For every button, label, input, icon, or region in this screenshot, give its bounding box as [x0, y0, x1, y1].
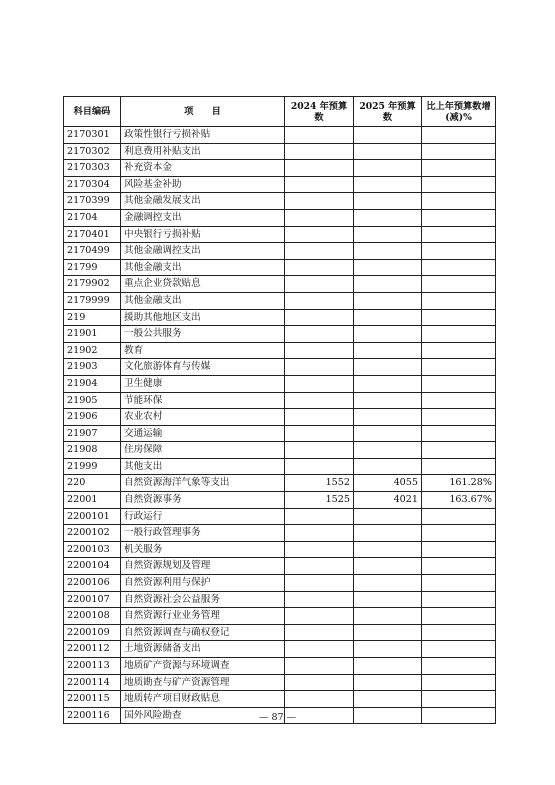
header-2024-budget: 2024 年预算数 [285, 97, 354, 127]
row-code: 21901 [64, 326, 121, 343]
row-code: 2200115 [64, 691, 121, 708]
row-change-percent [422, 409, 496, 426]
row-code: 21999 [64, 458, 121, 475]
row-code: 2200108 [64, 608, 121, 625]
table-row [64, 375, 496, 392]
row-item-name: 自然资源规划及管理 [121, 558, 285, 575]
row-change-percent [422, 658, 496, 675]
table-row [64, 342, 496, 359]
table-row [64, 243, 496, 260]
row-code: 21903 [64, 359, 121, 376]
row-2024-budget: 1552 [285, 475, 354, 492]
row-change-percent [422, 176, 496, 193]
row-item-name: 地质转产项目财政贴息 [121, 691, 285, 708]
row-code: 21704 [64, 209, 121, 226]
row-2025-budget [354, 525, 422, 542]
row-2025-budget [354, 458, 422, 475]
row-code: 21905 [64, 392, 121, 409]
table-row [64, 492, 496, 509]
row-change-percent [422, 243, 496, 260]
row-2025-budget [354, 209, 422, 226]
row-change-percent [422, 226, 496, 243]
row-code: 2200101 [64, 508, 121, 525]
header-change-percent: 比上年预算数增 (减)% [422, 97, 496, 127]
row-2024-budget [285, 160, 354, 177]
table-row [64, 525, 496, 542]
row-2025-budget [354, 691, 422, 708]
row-item-name: 机关服务 [121, 541, 285, 558]
table-row [64, 475, 496, 492]
row-code: 21907 [64, 425, 121, 442]
row-2025-budget [354, 674, 422, 691]
table-row [64, 143, 496, 160]
table-row [64, 326, 496, 343]
table-row [64, 575, 496, 592]
row-2025-budget [354, 558, 422, 575]
row-item-name: 一般行政管理事务 [121, 525, 285, 542]
row-change-percent [422, 641, 496, 658]
row-2025-budget [354, 392, 422, 409]
row-code: 2170301 [64, 127, 121, 144]
row-code: 2170304 [64, 176, 121, 193]
row-2024-budget [285, 425, 354, 442]
table-row [64, 442, 496, 459]
row-2025-budget: 4055 [354, 475, 422, 492]
row-item-name: 援助其他地区支出 [121, 309, 285, 326]
row-item-name: 其他支出 [121, 458, 285, 475]
row-code: 220 [64, 475, 121, 492]
row-2024-budget [285, 525, 354, 542]
row-2025-budget [354, 127, 422, 144]
table-row [64, 292, 496, 309]
table-row [64, 425, 496, 442]
row-2024-budget [285, 143, 354, 160]
row-2024-budget [285, 259, 354, 276]
row-change-percent [422, 674, 496, 691]
row-change-percent [422, 209, 496, 226]
row-2025-budget [354, 326, 422, 343]
row-code: 2200104 [64, 558, 121, 575]
table-row [64, 309, 496, 326]
row-change-percent [422, 691, 496, 708]
page-number: — 87 — [258, 712, 297, 723]
row-code: 21902 [64, 342, 121, 359]
header-2025-budget: 2025 年预算数 [354, 97, 422, 127]
row-code: 2170302 [64, 143, 121, 160]
row-item-name: 金融调控支出 [121, 209, 285, 226]
row-2024-budget [285, 309, 354, 326]
budget-table [63, 96, 496, 724]
row-2025-budget [354, 442, 422, 459]
row-code: 21799 [64, 259, 121, 276]
row-code: 2200102 [64, 525, 121, 542]
row-2025-budget [354, 226, 422, 243]
row-2025-budget [354, 176, 422, 193]
row-2025-budget [354, 292, 422, 309]
row-code: 2170401 [64, 226, 121, 243]
table-row [64, 409, 496, 426]
row-2025-budget [354, 259, 422, 276]
row-2024-budget: 1525 [285, 492, 354, 509]
row-2024-budget [285, 292, 354, 309]
table-header-row [64, 97, 496, 127]
row-2025-budget: 4021 [354, 492, 422, 509]
row-2024-budget [285, 375, 354, 392]
table-row [64, 641, 496, 658]
row-change-percent [422, 143, 496, 160]
row-2025-budget [354, 508, 422, 525]
row-change-percent [422, 309, 496, 326]
row-change-percent [422, 442, 496, 459]
row-item-name: 地质勘查与矿产资源管理 [121, 674, 285, 691]
row-2024-budget [285, 193, 354, 210]
row-code: 2200114 [64, 674, 121, 691]
table-row [64, 193, 496, 210]
row-item-name: 其他金融支出 [121, 292, 285, 309]
row-change-percent [422, 375, 496, 392]
row-change-percent [422, 458, 496, 475]
row-code: 2179999 [64, 292, 121, 309]
table-row [64, 259, 496, 276]
row-2025-budget [354, 425, 422, 442]
row-change-percent [422, 608, 496, 625]
row-item-name: 中央银行亏损补贴 [121, 226, 285, 243]
row-change-percent: 163.67% [422, 492, 496, 509]
row-2024-budget [285, 674, 354, 691]
row-2024-budget [285, 226, 354, 243]
row-item-name: 补充资本金 [121, 160, 285, 177]
row-2024-budget [285, 243, 354, 260]
row-code: 2170499 [64, 243, 121, 260]
table-row [64, 276, 496, 293]
row-2024-budget [285, 326, 354, 343]
row-code: 2200107 [64, 591, 121, 608]
row-change-percent [422, 326, 496, 343]
row-2024-budget [285, 209, 354, 226]
row-change-percent [422, 508, 496, 525]
row-2025-budget [354, 143, 422, 160]
row-2024-budget [285, 608, 354, 625]
table-row [64, 226, 496, 243]
row-item-name: 其他金融调控支出 [121, 243, 285, 260]
row-2024-budget [285, 359, 354, 376]
row-2025-budget [354, 541, 422, 558]
row-2024-budget [285, 558, 354, 575]
row-item-name: 地质矿产资源与环境调查 [121, 658, 285, 675]
row-item-name: 自然资源海洋气象等支出 [121, 475, 285, 492]
table-row [64, 508, 496, 525]
table-row [64, 127, 496, 144]
row-change-percent [422, 541, 496, 558]
row-code: 2200106 [64, 575, 121, 592]
row-2025-budget [354, 276, 422, 293]
row-2025-budget [354, 608, 422, 625]
row-item-name: 风险基金补助 [121, 176, 285, 193]
table-row [64, 591, 496, 608]
table-row [64, 558, 496, 575]
row-change-percent [422, 624, 496, 641]
row-change-percent [422, 558, 496, 575]
row-item-name: 教育 [121, 342, 285, 359]
row-change-percent [422, 292, 496, 309]
row-item-name: 农业农村 [121, 409, 285, 426]
row-2024-budget [285, 392, 354, 409]
table-row [64, 176, 496, 193]
row-item-name: 重点企业贷款贴息 [121, 276, 285, 293]
table-row [64, 608, 496, 625]
row-2024-budget [285, 591, 354, 608]
row-2024-budget [285, 276, 354, 293]
row-2025-budget [354, 591, 422, 608]
row-change-percent [422, 276, 496, 293]
row-item-name: 自然资源利用与保护 [121, 575, 285, 592]
header-code: 科目编码 [64, 97, 121, 127]
row-2025-budget [354, 193, 422, 210]
row-2025-budget [354, 641, 422, 658]
row-item-name: 自然资源调查与确权登记 [121, 624, 285, 641]
row-change-percent [422, 193, 496, 210]
row-2024-budget [285, 409, 354, 426]
row-change-percent [422, 160, 496, 177]
table-row [64, 674, 496, 691]
row-2024-budget [285, 127, 354, 144]
row-code: 2200109 [64, 624, 121, 641]
row-code: 2200113 [64, 658, 121, 675]
row-2024-budget [285, 641, 354, 658]
row-change-percent: 161.28% [422, 475, 496, 492]
row-2025-budget [354, 409, 422, 426]
table-row [64, 658, 496, 675]
row-code: 2200103 [64, 541, 121, 558]
row-code: 21908 [64, 442, 121, 459]
header-item: 项 目 [121, 97, 285, 127]
row-change-percent [422, 359, 496, 376]
row-item-name: 行政运行 [121, 508, 285, 525]
table-row [64, 541, 496, 558]
table-row [64, 209, 496, 226]
row-2025-budget [354, 342, 422, 359]
row-item-name: 利息费用补贴支出 [121, 143, 285, 160]
row-2024-budget [285, 658, 354, 675]
row-2025-budget [354, 243, 422, 260]
row-2024-budget [285, 442, 354, 459]
row-2025-budget [354, 375, 422, 392]
row-item-name: 其他金融发展支出 [121, 193, 285, 210]
row-code: 219 [64, 309, 121, 326]
row-change-percent [422, 575, 496, 592]
table-row [64, 691, 496, 708]
row-2024-budget [285, 541, 354, 558]
table-row [64, 458, 496, 475]
row-item-name: 自然资源社会公益服务 [121, 591, 285, 608]
row-item-name: 住房保障 [121, 442, 285, 459]
row-change-percent [422, 342, 496, 359]
row-2025-budget [354, 359, 422, 376]
row-item-name: 交通运输 [121, 425, 285, 442]
row-change-percent [422, 392, 496, 409]
table-body [64, 127, 496, 724]
row-item-name: 节能环保 [121, 392, 285, 409]
row-item-name: 自然资源行业业务管理 [121, 608, 285, 625]
row-code: 21904 [64, 375, 121, 392]
row-2024-budget [285, 342, 354, 359]
row-2024-budget [285, 176, 354, 193]
row-2024-budget [285, 508, 354, 525]
row-item-name: 文化旅游体育与传媒 [121, 359, 285, 376]
row-code: 2170399 [64, 193, 121, 210]
row-code: 2179902 [64, 276, 121, 293]
row-item-name: 土地资源储备支出 [121, 641, 285, 658]
row-2025-budget [354, 575, 422, 592]
row-2024-budget [285, 691, 354, 708]
table-row [64, 624, 496, 641]
row-code: 2200112 [64, 641, 121, 658]
row-2024-budget [285, 575, 354, 592]
row-2024-budget [285, 624, 354, 641]
row-code: 22001 [64, 492, 121, 509]
row-2025-budget [354, 160, 422, 177]
row-change-percent [422, 591, 496, 608]
row-code: 2170303 [64, 160, 121, 177]
table-row [64, 160, 496, 177]
row-2024-budget [285, 458, 354, 475]
row-item-name: 一般公共服务 [121, 326, 285, 343]
row-item-name: 其他金融支出 [121, 259, 285, 276]
row-change-percent [422, 127, 496, 144]
row-item-name: 政策性银行亏损补贴 [121, 127, 285, 144]
row-2025-budget [354, 624, 422, 641]
row-code: 21906 [64, 409, 121, 426]
row-2025-budget [354, 658, 422, 675]
row-item-name: 卫生健康 [121, 375, 285, 392]
row-change-percent [422, 259, 496, 276]
table-row [64, 392, 496, 409]
row-change-percent [422, 525, 496, 542]
row-item-name: 国外风险勘查 [121, 707, 285, 724]
row-change-percent [422, 425, 496, 442]
row-code: 2200116 [64, 707, 121, 724]
row-item-name: 自然资源事务 [121, 492, 285, 509]
row-2025-budget [354, 309, 422, 326]
table-row [64, 359, 496, 376]
